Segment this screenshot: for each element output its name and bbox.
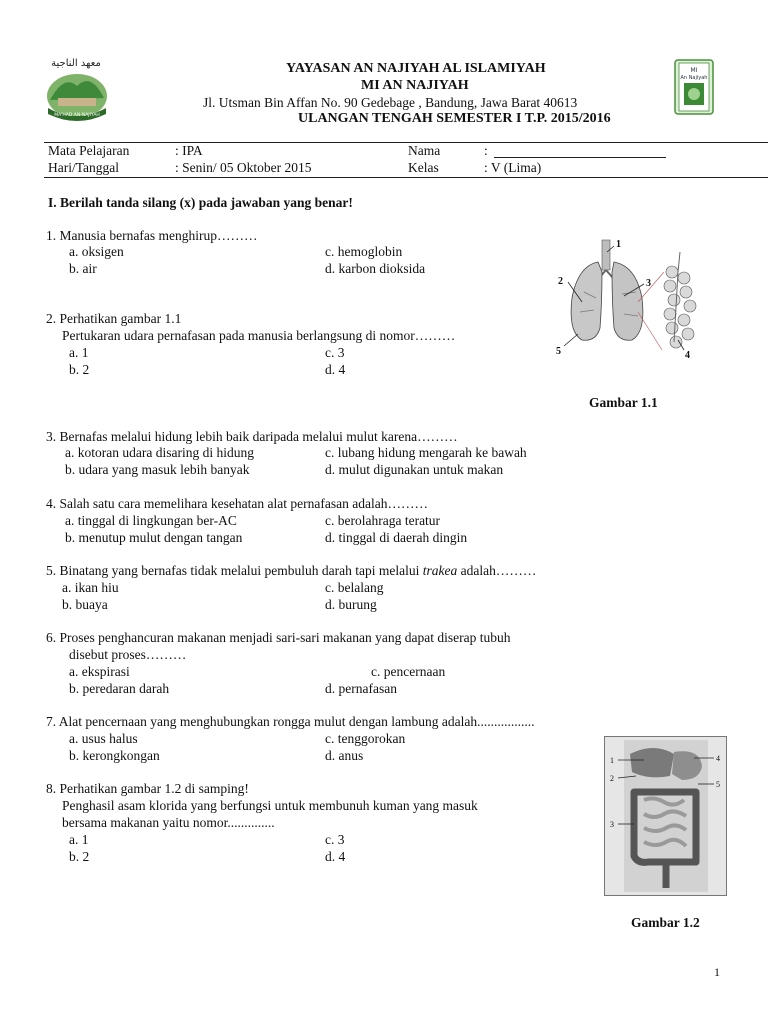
q5-option-d[interactable]: d. burung — [325, 597, 377, 612]
school-address: Jl. Utsman Bin Affan No. 90 Gedebage , Bandung, Jawa Barat 40613 — [203, 95, 578, 110]
q2-stem: 2. Perhatikan gambar 1.1 — [46, 311, 182, 326]
q1-stem: 1. Manusia bernafas menghirup……… — [46, 228, 258, 243]
subject-label: Mata Pelajaran — [48, 143, 130, 158]
q8-option-d[interactable]: d. 4 — [325, 849, 346, 864]
school-name: MI AN NAJIYAH — [361, 78, 469, 93]
date-label: Hari/Tanggal — [48, 160, 120, 175]
q6-option-c[interactable]: c. pencernaan — [371, 664, 446, 679]
name-label: Nama — [408, 143, 441, 158]
q8-option-a[interactable]: a. 1 — [69, 832, 89, 847]
fig1-label-1: 1 — [616, 239, 621, 250]
logo-arabic-text: معهد الناجية — [51, 58, 101, 69]
fig2-label-5: 5 — [716, 780, 720, 789]
q1-option-a[interactable]: a. oksigen — [69, 244, 124, 259]
q5-option-b[interactable]: b. buaya — [62, 597, 108, 612]
header-rule — [44, 142, 768, 143]
q8-stem: 8. Perhatikan gambar 1.2 di samping! — [46, 781, 249, 796]
q5-stem-italic: trakea — [422, 563, 458, 578]
q2-option-c[interactable]: c. 3 — [325, 345, 345, 360]
figure-digestive-system — [604, 736, 727, 896]
info-rule — [44, 177, 768, 178]
svg-text:MA'HAD AN-NAJIYAH: MA'HAD AN-NAJIYAH — [54, 113, 100, 118]
fig1-label-4: 4 — [685, 350, 690, 361]
fig1-label-2: 2 — [558, 276, 563, 287]
class-label: Kelas — [408, 160, 439, 175]
date-value: : Senin/ 05 Oktober 2015 — [175, 160, 312, 175]
q1-option-d[interactable]: d. karbon dioksida — [325, 261, 426, 276]
fig2-label-4: 4 — [716, 754, 720, 763]
class-value: : V (Lima) — [484, 160, 542, 175]
school-logo-right — [674, 59, 714, 115]
q4-option-d[interactable]: d. tinggal di daerah dingin — [325, 530, 468, 545]
q2-option-b[interactable]: b. 2 — [69, 362, 90, 377]
q5-stem-pre: 5. Binatang yang bernafas tidak melalui pembuluh darah tapi melalui — [46, 563, 423, 578]
q8-stem-line2: Penghasil asam klorida yang berfungsi untuk membunuh kuman yang masuk — [62, 798, 478, 813]
fig2-label-3: 3 — [610, 820, 614, 829]
q3-option-c[interactable]: c. lubang hidung mengarah ke bawah — [325, 445, 527, 460]
section-instruction: I. Berilah tanda silang (x) pada jawaban yang benar! — [48, 195, 353, 210]
q4-option-b[interactable]: b. menutup mulut dengan tangan — [65, 530, 243, 545]
q6-option-a[interactable]: a. ekspirasi — [69, 664, 130, 679]
fig1-label-3: 3 — [646, 278, 651, 289]
name-blank-line[interactable] — [494, 157, 666, 158]
logo-right-name: An Najiyah — [680, 75, 708, 81]
fig2-label-1: 1 — [610, 756, 614, 765]
q5-stem-post: adalah……… — [457, 563, 537, 578]
subject-value: : IPA — [175, 143, 203, 158]
q2-stem-line2: Pertukaran udara pernafasan pada manusia berlangsung di nomor……… — [62, 328, 456, 343]
q7-option-b[interactable]: b. kerongkongan — [69, 748, 160, 763]
q6-stem-line2: disebut proses……… — [69, 647, 187, 662]
name-value: : — [484, 143, 488, 158]
q7-option-a[interactable]: a. usus halus — [69, 731, 138, 746]
school-logo-left — [36, 52, 118, 134]
q1-option-b[interactable]: b. air — [69, 261, 97, 276]
q5-option-a[interactable]: a. ikan hiu — [62, 580, 119, 595]
q7-option-d[interactable]: d. anus — [325, 748, 364, 763]
q6-stem: 6. Proses penghancuran makanan menjadi sari-sari makanan yang dapat diserap tubuh — [46, 630, 511, 645]
q7-stem: 7. Alat pencernaan yang menghubungkan rongga mulut dengan lambung adalah................. — [46, 714, 535, 729]
exam-title: ULANGAN TENGAH SEMESTER I T.P. 2015/2016 — [298, 111, 611, 126]
q5-stem — [46, 563, 536, 579]
q6-option-b[interactable]: b. peredaran darah — [69, 681, 170, 696]
q8-stem-line3: bersama makanan yaitu nomor.............. — [62, 815, 275, 830]
foundation-name: YAYASAN AN NAJIYAH AL ISLAMIYAH — [286, 61, 546, 76]
q2-option-d[interactable]: d. 4 — [325, 362, 346, 377]
fig2-label-2: 2 — [610, 774, 614, 783]
q3-option-b[interactable]: b. udara yang masuk lebih banyak — [65, 462, 250, 477]
q3-option-a[interactable]: a. kotoran udara disaring di hidung — [65, 445, 254, 460]
q2-option-a[interactable]: a. 1 — [69, 345, 89, 360]
q4-option-a[interactable]: a. tinggal di lingkungan ber-AC — [65, 513, 237, 528]
q8-option-b[interactable]: b. 2 — [69, 849, 90, 864]
q4-stem: 4. Salah satu cara memelihara kesehatan alat pernafasan adalah……… — [46, 496, 428, 511]
q4-option-c[interactable]: c. berolahraga teratur — [325, 513, 441, 528]
q3-stem: 3. Bernafas melalui hidung lebih baik daripada melalui mulut karena……… — [46, 429, 458, 444]
q1-option-c[interactable]: c. hemoglobin — [325, 244, 403, 259]
q7-option-c[interactable]: c. tenggorokan — [325, 731, 406, 746]
figure1-caption: Gambar 1.1 — [589, 395, 658, 410]
page-number: 1 — [714, 965, 720, 979]
q8-option-c[interactable]: c. 3 — [325, 832, 345, 847]
figure2-caption: Gambar 1.2 — [631, 915, 700, 930]
logo-right-mi: MI — [690, 67, 698, 74]
figure-lungs — [552, 232, 710, 364]
q3-option-d[interactable]: d. mulut digunakan untuk makan — [325, 462, 504, 477]
q6-option-d[interactable]: d. pernafasan — [325, 681, 397, 696]
fig1-label-5: 5 — [556, 346, 561, 357]
q5-option-c[interactable]: c. belalang — [325, 580, 384, 595]
